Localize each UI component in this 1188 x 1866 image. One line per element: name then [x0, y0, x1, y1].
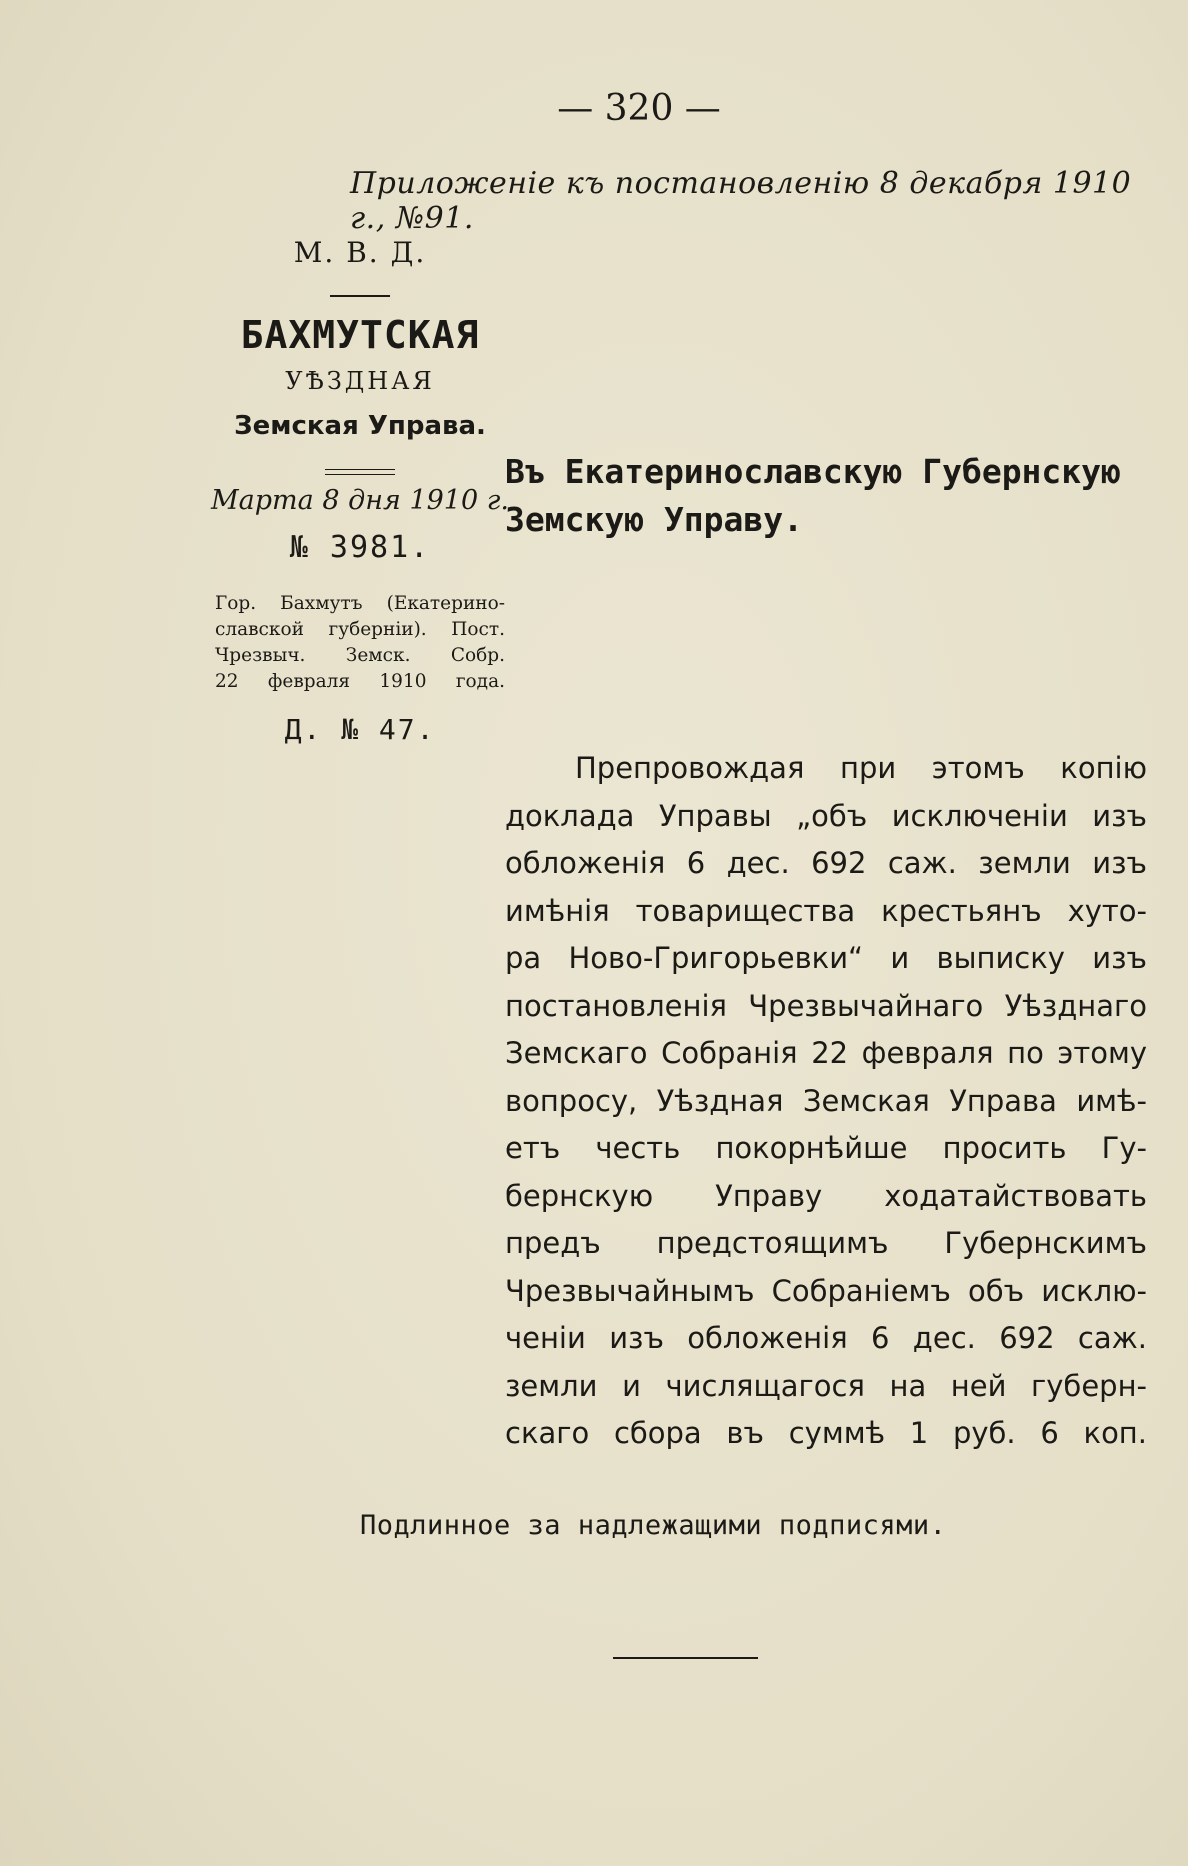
- letter-number: № 3981.: [289, 530, 431, 565]
- short-rule: [330, 295, 390, 297]
- body-line: ченiи изъ обложенiя 6 дес. 692 саж.: [505, 1321, 1147, 1355]
- body-line: вопросу, Уѣздная Земская Управа имѣ-: [505, 1083, 1147, 1118]
- closing-line: Подлинное за надлежащими подписями.: [360, 1510, 947, 1541]
- double-rule: [325, 469, 395, 475]
- addressee-line: Земскую Управу.: [505, 500, 804, 539]
- letter-body: [505, 745, 1147, 1458]
- place-line: Чрезвыч. Земск. Собр.: [215, 645, 505, 666]
- body-line: доклада Управы „объ исключенiи изъ: [505, 798, 1147, 833]
- body-line: земли и числящагося на ней губерн-: [505, 1368, 1147, 1403]
- ministry-abbrev: М. В. Д.: [293, 236, 427, 269]
- body-line: постановленiя Чрезвычайнаго Уѣзднаго: [505, 988, 1147, 1023]
- place-line: славской губернiи). Пост.: [215, 619, 505, 640]
- letter-date: Марта 8 дня 1910 г.: [211, 485, 509, 516]
- body-line: предъ предстоящимъ Губернскимъ: [505, 1226, 1147, 1260]
- body-line: обложенiя 6 дес. 692 саж. земли изъ: [505, 846, 1147, 880]
- body-line: Земскаго Собранiя 22 февраля по этому: [505, 1036, 1147, 1070]
- addressee-line: Въ Екатеринославскую Губернскую: [505, 452, 1121, 491]
- appendix-line: Приложенiе къ постановленiю 8 декабря 1910 г., №91.: [350, 166, 1132, 236]
- place-line: 22 февраля 1910 года.: [215, 671, 505, 692]
- addressee: [505, 448, 1145, 544]
- body-line: ра Ново-Григорьевки“ и выписку изъ: [505, 941, 1147, 975]
- body-line: скаго сбора въ суммѣ 1 руб. 6 коп.: [505, 1416, 1147, 1450]
- case-number: Д. № 47.: [284, 713, 436, 746]
- sender-name-line2: УѢЗДНАЯ: [285, 367, 435, 395]
- place-note: [215, 591, 505, 695]
- body-line: Препровождая при этомъ копiю: [575, 751, 1147, 785]
- place-line: Гор. Бахмутъ (Екатерино-: [215, 593, 505, 614]
- end-rule: [613, 1657, 758, 1659]
- sender-block: [210, 230, 510, 746]
- body-line: етъ честь покорнѣйше просить Гу-: [505, 1131, 1147, 1165]
- sender-name-line1: БАХМУТСКАЯ: [240, 313, 480, 357]
- sender-name-line3: Земская Управа.: [234, 411, 486, 441]
- body-line: бернскую Управу ходатайствовать: [505, 1178, 1147, 1213]
- page-number: — 320 —: [557, 88, 721, 129]
- body-line: имѣнiя товарищества крестьянъ хуто-: [505, 893, 1147, 928]
- body-line: Чрезвычайнымъ Собранiемъ объ исклю-: [505, 1273, 1147, 1308]
